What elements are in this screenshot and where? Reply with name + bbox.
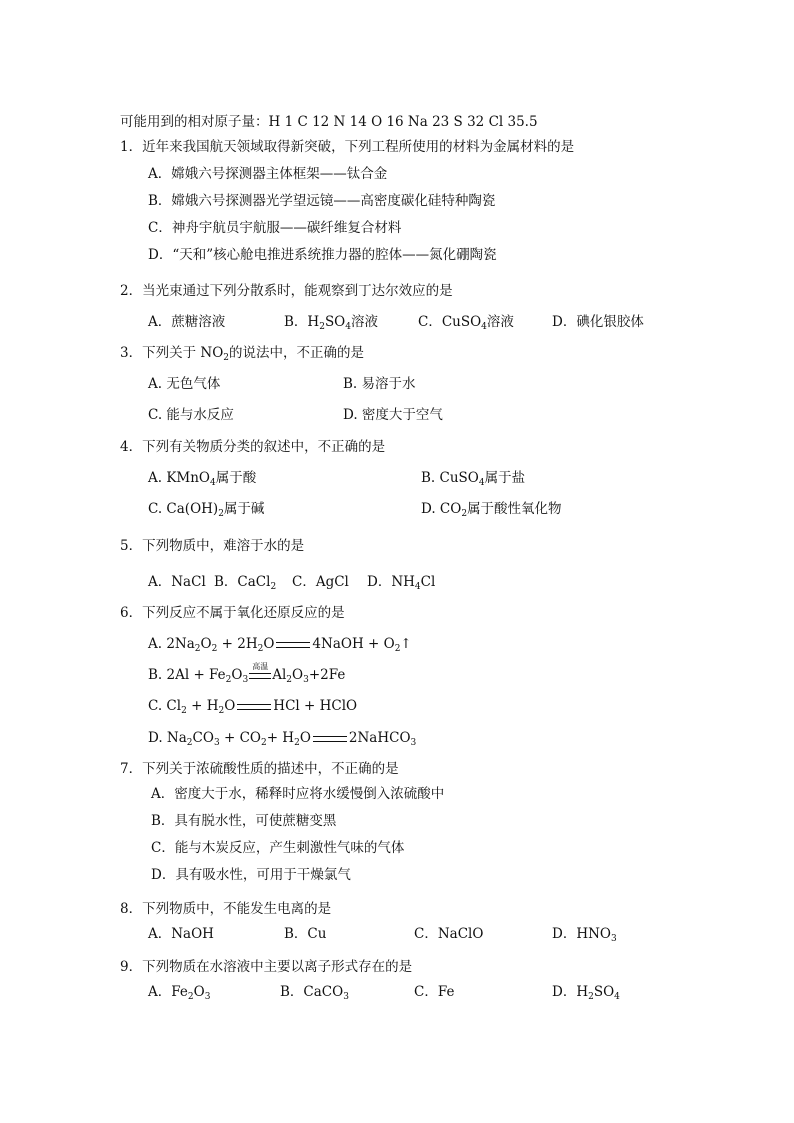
equals-sign (276, 642, 310, 648)
reaction-condition-sign (249, 661, 271, 679)
question-5-stem: 5．下列物质中，难溶于水的是 (120, 538, 305, 554)
question-4-option-d: D. $CO_2$属于酸性氧化物 (421, 501, 562, 519)
question-3-option-b: B. 易溶于水 (343, 376, 416, 392)
question-9-option-d: D．$H_2SO_4$ (552, 984, 620, 1002)
question-9-option-a: A．$Fe_2O_3$ (148, 984, 211, 1002)
question-7-option-d: D．具有吸水性，可用于干燥氯气 (151, 867, 351, 883)
question-7-option-a: A．密度大于水，稀释时应将水缓慢倒入浓硫酸中 (151, 786, 445, 802)
question-8-stem: 8．下列物质中，不能发生电离的是 (120, 901, 332, 917)
question-6-option-b: B. $2Al + Fe_2O_3$ 高温 $Al_2O_3+2Fe$ (148, 661, 346, 685)
atomic-mass-header: 可能用到的相对原子量：H 1 C 12 N 14 O 16 Na 23 S 32 Cl 35.5 (120, 114, 538, 130)
question-9-option-b: B．CaCO$_3$ (280, 984, 349, 1002)
question-1-option-a: A．嫦娥六号探测器主体框架——钛合金 (148, 166, 388, 182)
question-3-option-a: A. 无色气体 (148, 376, 221, 392)
question-5-option-c: C．AgCl (292, 574, 349, 590)
question-6-option-c: C. $Cl_2 + H_2O$ HCl + HClO (148, 698, 358, 716)
question-8-option-b: B．Cu (284, 926, 327, 942)
question-1-option-d: D．“天和”核心舱电推进系统推力器的腔体——氮化硼陶瓷 (148, 247, 497, 263)
question-8-option-a: A．NaOH (148, 926, 214, 942)
question-9-option-c: C．Fe (414, 984, 455, 1000)
question-1-option-c: C．神舟宇航员宇航服——碳纤维复合材料 (148, 220, 402, 236)
question-4-stem: 4．下列有关物质分类的叙述中，不正确的是 (120, 439, 386, 455)
question-6-option-a: A. $2Na_2O_2 + 2H_2O$ 4NaOH + $O_2↑$ (148, 636, 412, 654)
question-1-option-b: B．嫦娥六号探测器光学望远镜——高密度碳化硅特种陶瓷 (148, 193, 496, 209)
question-5-option-a: A．NaCl (148, 574, 206, 590)
question-8-option-d: D．$HNO_3$ (552, 926, 617, 944)
question-2-stem: 2．当光束通过下列分散系时，能观察到丁达尔效应的是 (120, 283, 453, 299)
equals-sign (237, 704, 271, 710)
question-5-option-b: B．CaCl$_2$ (214, 574, 277, 592)
question-7-stem: 7．下列关于浓硫酸性质的描述中，不正确的是 (120, 761, 399, 777)
question-9-stem: 9．下列物质在水溶液中主要以离子形式存在的是 (120, 959, 413, 975)
question-2-option-a: A．蔗糖溶液 (148, 314, 226, 330)
question-4-option-b: B. CuSO$_4$属于盐 (421, 470, 526, 488)
question-2-option-c: C．CuSO$_4$溶液 (418, 314, 514, 332)
question-6-option-d: D. $Na_2CO_3 + CO_2+ H_2O$ 2NaHCO$_3$ (148, 730, 417, 748)
question-4-option-c: C. $Ca(OH)_2$属于碱 (148, 501, 265, 519)
question-2-option-b: B．$H_2SO_4$溶液 (284, 314, 378, 332)
question-7-option-b: B．具有脱水性，可使蔗糖变黑 (151, 813, 337, 829)
reaction-condition-label: 高温 (252, 661, 269, 671)
question-7-option-c: C．能与木炭反应，产生刺激性气味的气体 (151, 840, 405, 856)
question-2-option-d: D．碘化银胶体 (552, 314, 644, 330)
question-4-option-a: A. KMnO$_4$属于酸 (148, 470, 257, 488)
question-5-option-d: D．$NH_4Cl$ (367, 574, 436, 592)
question-8-option-c: C．NaClO (414, 926, 484, 942)
question-1-stem: 1．近年来我国航天领域取得新突破，下列工程所使用的材料为金属材料的是 (120, 139, 575, 155)
question-3-option-c: C. 能与水反应 (148, 407, 234, 423)
question-3-stem: 3．下列关于 $NO_2$的说法中，不正确的是 (120, 345, 364, 363)
question-3-option-d: D. 密度大于空气 (343, 407, 443, 423)
question-6-stem: 6．下列反应不属于氧化还原反应的是 (120, 605, 345, 621)
equals-sign (313, 736, 347, 742)
